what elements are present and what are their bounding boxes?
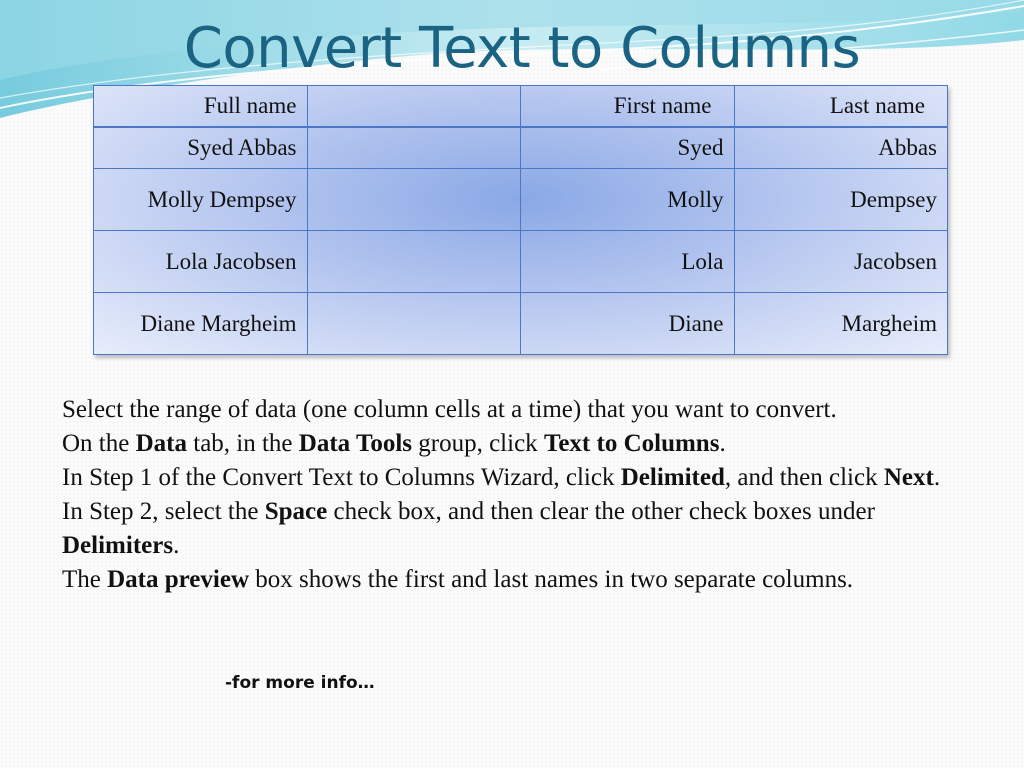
text-run: box shows the first and last names in two separate columns. [249,566,854,593]
text-run: , and then click [724,464,884,491]
cell-first-name: Syed [521,127,735,169]
header-full-name: Full name [94,86,308,128]
instruction-data-preview [62,563,962,597]
cell-empty [307,127,521,169]
header-empty [307,86,521,128]
text-run: . [719,430,726,457]
bold-term: Data [135,430,187,457]
instructions-text [62,393,962,597]
header-last-name: Last name [734,86,948,128]
text-run: In Step 2, select the [62,498,265,525]
cell-first-name: Molly [521,169,735,231]
table-header-row [94,86,948,128]
cell-first-name: Diane [521,293,735,355]
instruction-step-select: Select the range of data (one column cells at a time) that you want to convert. [62,396,837,423]
text-run: The [62,566,108,593]
cell-last-name: Dempsey [734,169,948,231]
instruction-step-2 [62,495,962,563]
cell-empty [307,231,521,293]
bold-term: Space [264,498,328,525]
bold-term: Next [883,464,934,491]
cell-full-name: Lola Jacobsen [94,231,308,293]
names-table [93,85,948,355]
table-row [94,127,948,169]
text-run: check box, and then clear the other check boxes under [327,498,875,525]
text-run: group, click [412,430,544,457]
text-run: On the [62,430,136,457]
bold-term: Data preview [107,566,249,593]
cell-last-name: Abbas [734,127,948,169]
table-row [94,293,948,355]
bold-term: Text to Columns [543,430,720,457]
instruction-step-1 [62,461,962,495]
cell-full-name: Syed Abbas [94,127,308,169]
text-run: . [173,532,180,559]
cell-last-name: Margheim [734,293,948,355]
table-row [94,169,948,231]
header-first-name: First name [521,86,735,128]
cell-first-name: Lola [521,231,735,293]
cell-empty [307,293,521,355]
bold-term: Delimited [620,464,725,491]
cell-last-name: Jacobsen [734,231,948,293]
text-run: . [933,464,941,491]
cell-full-name: Diane Margheim [94,293,308,355]
text-run: In Step 1 of the Convert Text to Columns Wizard, click [62,464,621,491]
table-row [94,231,948,293]
instruction-step-data-tab [62,427,962,461]
bold-term: Data Tools [298,430,413,457]
cell-empty [307,169,521,231]
more-info-link[interactable]: -for more info… [225,673,375,693]
cell-full-name: Molly Dempsey [94,169,308,231]
slide-title: Convert Text to Columns [183,16,861,81]
text-run: tab, in the [187,430,299,457]
bold-term: Delimiters [62,532,174,559]
